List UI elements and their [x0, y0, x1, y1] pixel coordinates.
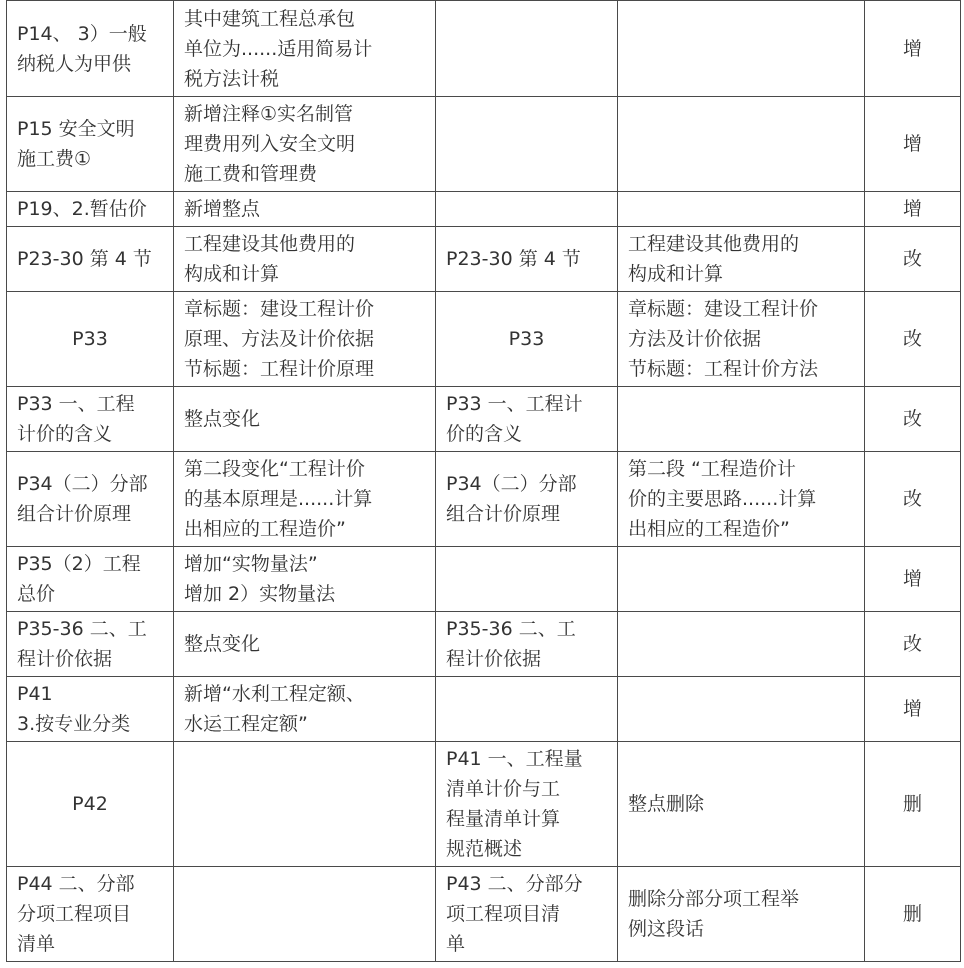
cell-text-line: 删 [902, 793, 922, 815]
target-content-cell [618, 387, 865, 452]
target-location-cell [436, 227, 618, 292]
cell-text-line: 增 [902, 198, 922, 220]
source-location-cell [7, 292, 174, 387]
source-location-cell [7, 677, 174, 742]
cell-text-line: 节标题：工程计价原理 [184, 358, 375, 380]
table-body [7, 1, 961, 962]
cell-text-line: 项工程项目清 [446, 903, 561, 925]
target-location-cell [436, 677, 618, 742]
target-location-cell [436, 292, 618, 387]
change-type-cell [865, 452, 961, 547]
source-location-cell [7, 227, 174, 292]
cell-text-line: 工程建设其他费用的 [184, 233, 356, 255]
cell-text-line: 第二段变化“工程计价 [184, 458, 365, 480]
cell-text-line: 节标题：工程计价方法 [628, 358, 819, 380]
target-content-cell [618, 292, 865, 387]
target-content-cell [618, 612, 865, 677]
source-location-cell [7, 867, 174, 962]
cell-text-line: P41 [17, 683, 53, 705]
source-content-cell [174, 547, 436, 612]
source-location-cell [7, 97, 174, 192]
cell-text-line: P15 安全文明 [17, 118, 135, 140]
target-content-cell [618, 192, 865, 227]
cell-text-line: P23-30 第 4 节 [446, 248, 581, 270]
target-content-cell [618, 867, 865, 962]
source-content-cell [174, 192, 436, 227]
cell-text-line: 方法及计价依据 [628, 328, 762, 350]
cell-text-line: 分项工程项目 [17, 903, 132, 925]
target-location-cell [436, 452, 618, 547]
source-content-cell [174, 292, 436, 387]
cell-text-line: P14、 3）一般 [17, 22, 147, 45]
cell-text-line: 计价的含义 [17, 423, 113, 445]
cell-text-line: P33 [72, 328, 108, 350]
cell-text-line: 增 [902, 568, 922, 590]
cell-text-line: 新增注释①实名制管 [184, 103, 354, 125]
cell-text-line: P35（2）工程 [17, 553, 141, 575]
cell-text-line: P19、2.暂估价 [17, 198, 147, 220]
cell-text-line: 删 [902, 903, 922, 925]
cell-text-line: 章标题：建设工程计价 [628, 298, 819, 320]
target-content-cell [618, 677, 865, 742]
cell-text-line: 增加“实物量法” [184, 553, 318, 575]
cell-text-line: 章标题：建设工程计价 [184, 298, 375, 320]
table-row [7, 292, 961, 387]
table-row [7, 1, 961, 97]
target-content-cell [618, 227, 865, 292]
cell-text-line: 改 [902, 248, 922, 270]
cell-text-line: 其中建筑工程总承包 [184, 7, 356, 30]
cell-text-line: 组合计价原理 [446, 503, 561, 525]
cell-text-line: P34（二）分部 [17, 473, 148, 495]
cell-text-line: P33 [508, 328, 545, 350]
target-location-cell [436, 612, 618, 677]
target-content-cell [618, 1, 865, 97]
cell-text-line: 税方法计税 [184, 67, 280, 90]
source-content-cell [174, 867, 436, 962]
change-type-cell [865, 677, 961, 742]
cell-text-line: 构成和计算 [628, 263, 724, 285]
cell-text-line: 价的含义 [446, 423, 523, 445]
source-content-cell [174, 1, 436, 97]
cell-text-line: 的基本原理是......计算 [184, 488, 373, 510]
cell-text-line: 改 [902, 488, 922, 510]
cell-text-line: 规范概述 [446, 838, 523, 860]
target-content-cell [618, 97, 865, 192]
cell-text-line: P44 二、分部 [17, 873, 135, 895]
table-row [7, 612, 961, 677]
cell-text-line: 构成和计算 [184, 263, 280, 285]
table-row [7, 387, 961, 452]
target-location-cell [436, 97, 618, 192]
target-location-cell [436, 387, 618, 452]
target-content-cell [618, 452, 865, 547]
cell-text-line: P34（二）分部 [446, 473, 577, 495]
table-row [7, 452, 961, 547]
cell-text-line: 增 [902, 698, 922, 720]
cell-text-line: 总价 [17, 583, 56, 605]
cell-text-line: 原理、方法及计价依据 [184, 328, 375, 350]
change-type-cell [865, 1, 961, 97]
cell-text-line: 整点删除 [628, 793, 705, 815]
cell-text-line: 第二段 “工程造价计 [628, 458, 796, 480]
source-content-cell [174, 452, 436, 547]
cell-text-line: 增加 2）实物量法 [184, 583, 336, 605]
cell-text-line: 水运工程定额” [184, 713, 308, 735]
cell-text-line: 出相应的工程造价” [184, 518, 346, 540]
cell-text-line: 3.按专业分类 [17, 713, 131, 735]
table-row [7, 742, 961, 867]
cell-text-line: 例这段话 [628, 918, 705, 940]
source-location-cell [7, 452, 174, 547]
source-location-cell [7, 192, 174, 227]
change-type-cell [865, 192, 961, 227]
change-type-cell [865, 547, 961, 612]
cell-text-line: 组合计价原理 [17, 503, 132, 525]
source-location-cell [7, 612, 174, 677]
source-location-cell [7, 547, 174, 612]
source-content-cell [174, 97, 436, 192]
cell-text-line: 改 [902, 633, 922, 655]
source-location-cell [7, 1, 174, 97]
cell-text-line: 理费用列入安全文明 [184, 133, 356, 155]
cell-text-line: P23-30 第 4 节 [17, 248, 152, 270]
cell-text-line: 清单计价与工 [446, 778, 561, 800]
change-type-cell [865, 387, 961, 452]
cell-text-line: P41 一、工程量 [446, 748, 583, 770]
cell-text-line: 删除分部分项工程举 [628, 888, 800, 910]
cell-text-line: 增 [902, 37, 922, 60]
cell-text-line: 整点变化 [184, 408, 261, 430]
cell-text-line: 单 [446, 933, 466, 955]
cell-text-line: P35-36 二、工 [17, 618, 147, 640]
change-type-cell [865, 292, 961, 387]
target-location-cell [436, 547, 618, 612]
change-type-cell [865, 742, 961, 867]
cell-text-line: 出相应的工程造价” [628, 518, 790, 540]
target-location-cell [436, 192, 618, 227]
cell-text-line: 清单 [17, 933, 56, 955]
cell-text-line: 纳税人为甲供 [17, 52, 132, 75]
cell-text-line: 整点变化 [184, 633, 261, 655]
cell-text-line: 程计价依据 [17, 648, 113, 670]
source-content-cell [174, 742, 436, 867]
cell-text-line: 施工费和管理费 [184, 163, 318, 185]
target-content-cell [618, 742, 865, 867]
cell-text-line: 改 [902, 408, 922, 430]
table-row [7, 867, 961, 962]
cell-text-line: P43 二、分部分 [446, 873, 583, 895]
table-row [7, 97, 961, 192]
table-row [7, 227, 961, 292]
table-row [7, 192, 961, 227]
target-location-cell [436, 1, 618, 97]
cell-text-line: 工程建设其他费用的 [628, 233, 800, 255]
cell-text-line: P33 一、工程计 [446, 393, 583, 415]
change-type-cell [865, 227, 961, 292]
cell-text-line: 增 [902, 133, 922, 155]
target-location-cell [436, 867, 618, 962]
table-row [7, 547, 961, 612]
cell-text-line: P35-36 二、工 [446, 618, 576, 640]
target-location-cell [436, 742, 618, 867]
source-location-cell [7, 742, 174, 867]
cell-text-line: 价的主要思路......计算 [628, 488, 817, 510]
source-content-cell [174, 677, 436, 742]
cell-text-line: 单位为......适用简易计 [184, 37, 373, 60]
table-row [7, 677, 961, 742]
source-content-cell [174, 387, 436, 452]
source-content-cell [174, 612, 436, 677]
cell-text-line: 新增“水利工程定额、 [184, 683, 365, 705]
cell-text-line: 程计价依据 [446, 648, 542, 670]
change-type-cell [865, 97, 961, 192]
cell-text-line: 程量清单计算 [446, 808, 561, 830]
changes-table [6, 0, 961, 962]
change-type-cell [865, 612, 961, 677]
cell-text-line: 新增整点 [184, 198, 261, 220]
source-location-cell [7, 387, 174, 452]
target-content-cell [618, 547, 865, 612]
source-content-cell [174, 227, 436, 292]
cell-text-line: 改 [902, 328, 922, 350]
cell-text-line: P33 一、工程 [17, 393, 135, 415]
cell-text-line: P42 [72, 793, 108, 815]
change-type-cell [865, 867, 961, 962]
cell-text-line: 施工费① [17, 148, 92, 170]
